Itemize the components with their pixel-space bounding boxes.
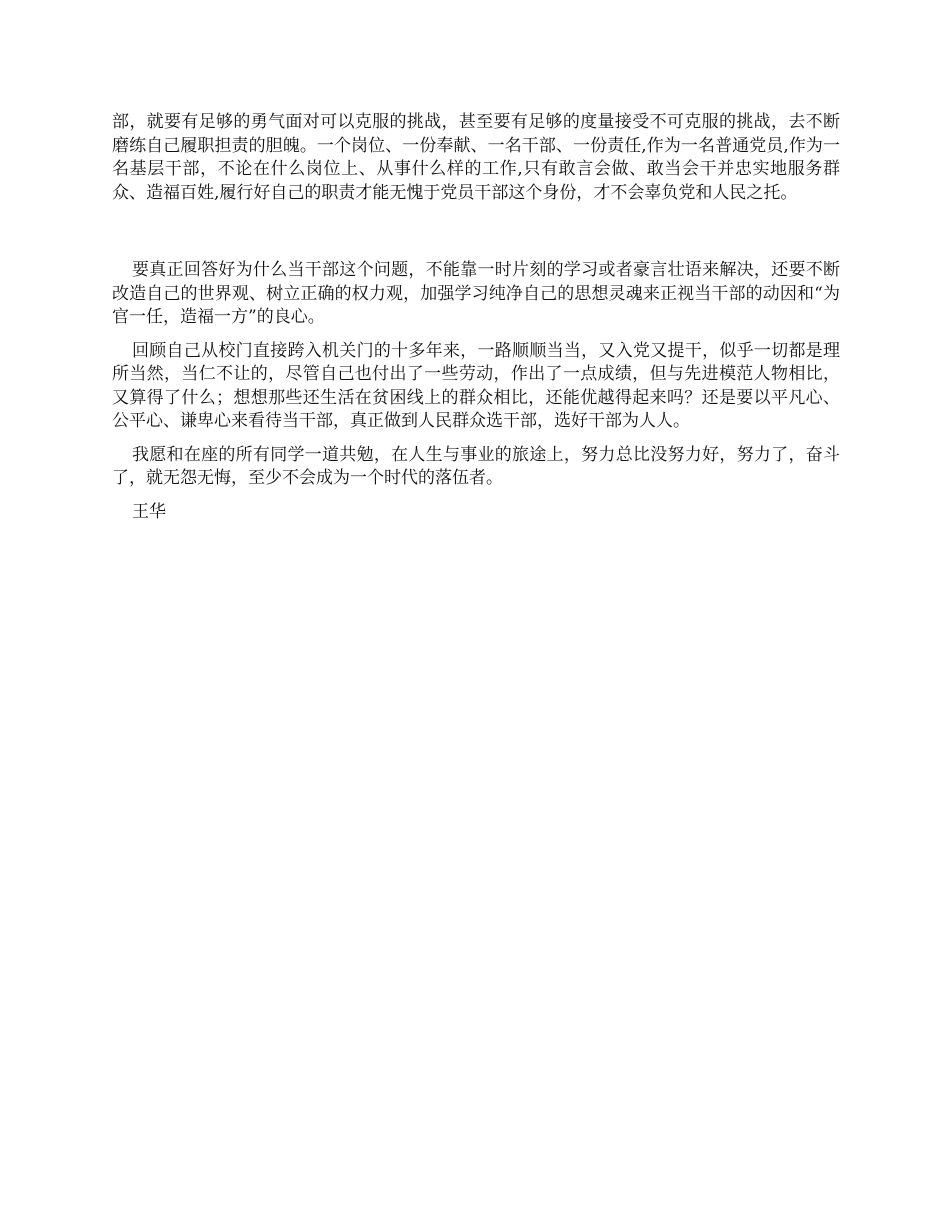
paragraph-3: 回顾自己从校门直接跨入机关门的十多年来，一路顺顺当当，又入党又提干，似乎一切都是理所当然，当仁不让的，尽管自己也付出了一些劳动，作出了一点成绩，但与先进模范人物相比，又算得了什么；想想那些还生活在贫困线上的群众相比，还能优越得起来吗？还是要以平凡心、公平心、谦卑心来看待当干部，真正做到人民群众选干部，选好干部为人人。 [112, 340, 840, 431]
paragraph-4: 我愿和在座的所有同学一道共勉，在人生与事业的旅途上，努力总比没努力好，努力了，奋斗了，就无怨无悔，至少不会成为一个时代的落伍者。 [112, 444, 840, 488]
paragraph-1: 部，就要有足够的勇气面对可以克服的挑战，甚至要有足够的度量接受不可克服的挑战，去不断磨练自己履职担责的胆魄。一个岗位、一份奉献、一名干部、一份责任,作为一名普通党员,作为一名基层干部，不论在什么岗位上、从事什么样的工作,只有敢言会做、敢当会干并忠实地服务群众、造福百姓,履行好自己的职责才能无愧于党员干部这个身份，才不会辜负党和人民之托。 [112, 112, 840, 203]
document-body [112, 111, 840, 524]
paragraph-2: 要真正回答好为什么当干部这个问题，不能靠一时片刻的学习或者豪言壮语来解决，还要不断改造自己的世界观、树立正确的权力观，加强学习纯净自己的思想灵魂来正视当干部的动因和“为官一任，造福一方”的良心。 [112, 260, 840, 327]
signature: 王华 [132, 501, 166, 522]
